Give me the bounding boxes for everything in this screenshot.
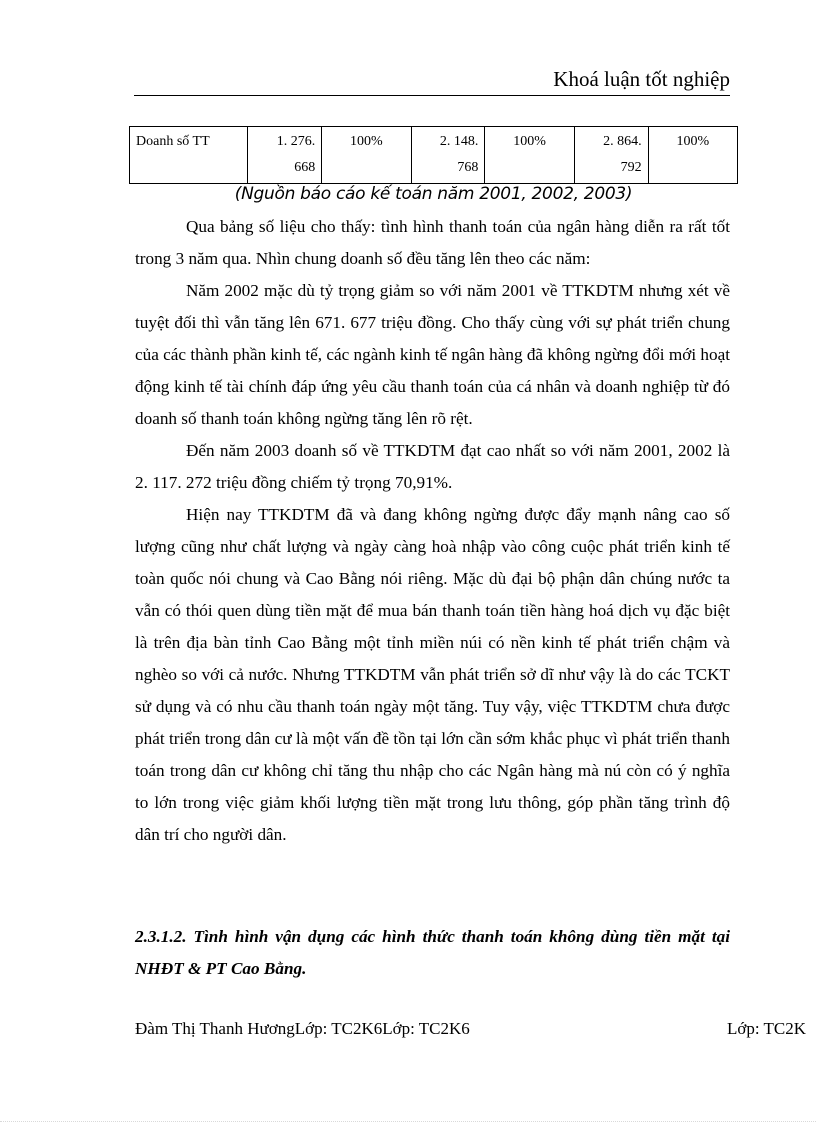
paragraph-4: Hiện nay TTKDTM đã và đang không ngừng được đẩy mạnh nâng cao số lượng cũng như chất lượng và ngày càng hoà nhập vào công cuộc phát triển kinh tế toàn quốc nói chung và Cao Bằng nói riêng. Mặc dù đại bộ phận dân chúng nước ta vẫn có thói quen dùng tiền mặt để mua bán thanh toán tiền hàng hoá dịch vụ đặc biệt là trên địa bàn tỉnh Cao Bằng một tỉnh miền núi có nền kinh tế phát triển chậm và nghèo so với cả nước. Nhưng TTKDTM vẫn phát triển sở dĩ như vậy là do các TCKT sử dụng và có nhu cầu thanh toán ngày một tăng. Tuy vậy, việc TTKDTM chưa được phát triển trong dân cư là một vấn đề tồn tại lớn cần sớm khắc phục vì phát triển thanh toán trong dân cư không chỉ tăng thu nhập cho các Ngân hàng mà nú còn có ý nghĩa to lớn trong việc giảm khối lượng tiền mặt trong lưu thông, góp phần tăng trình độ dân trí cho người dân. (135, 505, 730, 844)
section-heading: 2.3.1.2. Tình hình vận dụng các hình thức thanh toán không dùng tiền mặt tại NHĐT & PT Cao Bằng. (135, 927, 730, 978)
value-2001-line2: 668 (294, 160, 316, 175)
row-label: Doanh số TT (130, 127, 248, 184)
paragraph-1: Qua bảng số liệu cho thấy: tình hình thanh toán của ngân hàng diễn ra rất tốt trong 3 năm qua. Nhìn chung doanh số đều tăng lên theo các năm: (135, 217, 730, 268)
share-2002: 100% (485, 127, 574, 184)
value-2001 (248, 127, 322, 184)
value-2001-line1: 1. 276. (276, 134, 316, 149)
revenue-table (129, 126, 738, 184)
paragraph-3: Đến năm 2003 doanh số về TTKDTM đạt cao nhất so với năm 2001, 2002 là 2. 117. 272 triệu đồng chiếm tỷ trọng 70,91%. (135, 441, 730, 492)
body-text (135, 211, 730, 851)
share-2001: 100% (322, 127, 411, 184)
header-divider (134, 95, 730, 96)
page-bottom-divider (0, 1121, 816, 1122)
table-source-note: (Nguồn báo cáo kế toán năm 2001, 2002, 2003) (234, 184, 633, 204)
value-2003 (574, 127, 648, 184)
value-2003-line2: 792 (620, 160, 642, 175)
footer-author: Đàm Thị Thanh HươngLớp: TC2K6Lớp: TC2K6 (135, 1019, 470, 1038)
share-2003: 100% (648, 127, 737, 184)
value-2002-line2: 768 (457, 160, 479, 175)
footer-class: Lớp: TC2K (727, 1019, 807, 1038)
page-header-title: Khoá luận tốt nghiệp (553, 67, 730, 91)
table-row (130, 127, 738, 184)
value-2003-line1: 2. 864. (603, 134, 642, 149)
value-2002 (411, 127, 485, 184)
value-2002-line1: 2. 148. (439, 134, 479, 149)
paragraph-2: Năm 2002 mặc dù tỷ trọng giảm so với năm 2001 về TTKDTM nhưng xét về tuyệt đối thì vẫn tăng lên 671. 677 triệu đồng. Cho thấy cùng với sự phát triển chung của các thành phần kinh tế, các ngành kinh tế ngân hàng đã không ngừng đổi mới hoạt động kinh tế tài chính đáp ứng yêu cầu thanh toán của cá nhân và doanh nghiệp từ đó doanh số thanh toán không ngừng tăng lên rõ rệt. (135, 281, 730, 428)
